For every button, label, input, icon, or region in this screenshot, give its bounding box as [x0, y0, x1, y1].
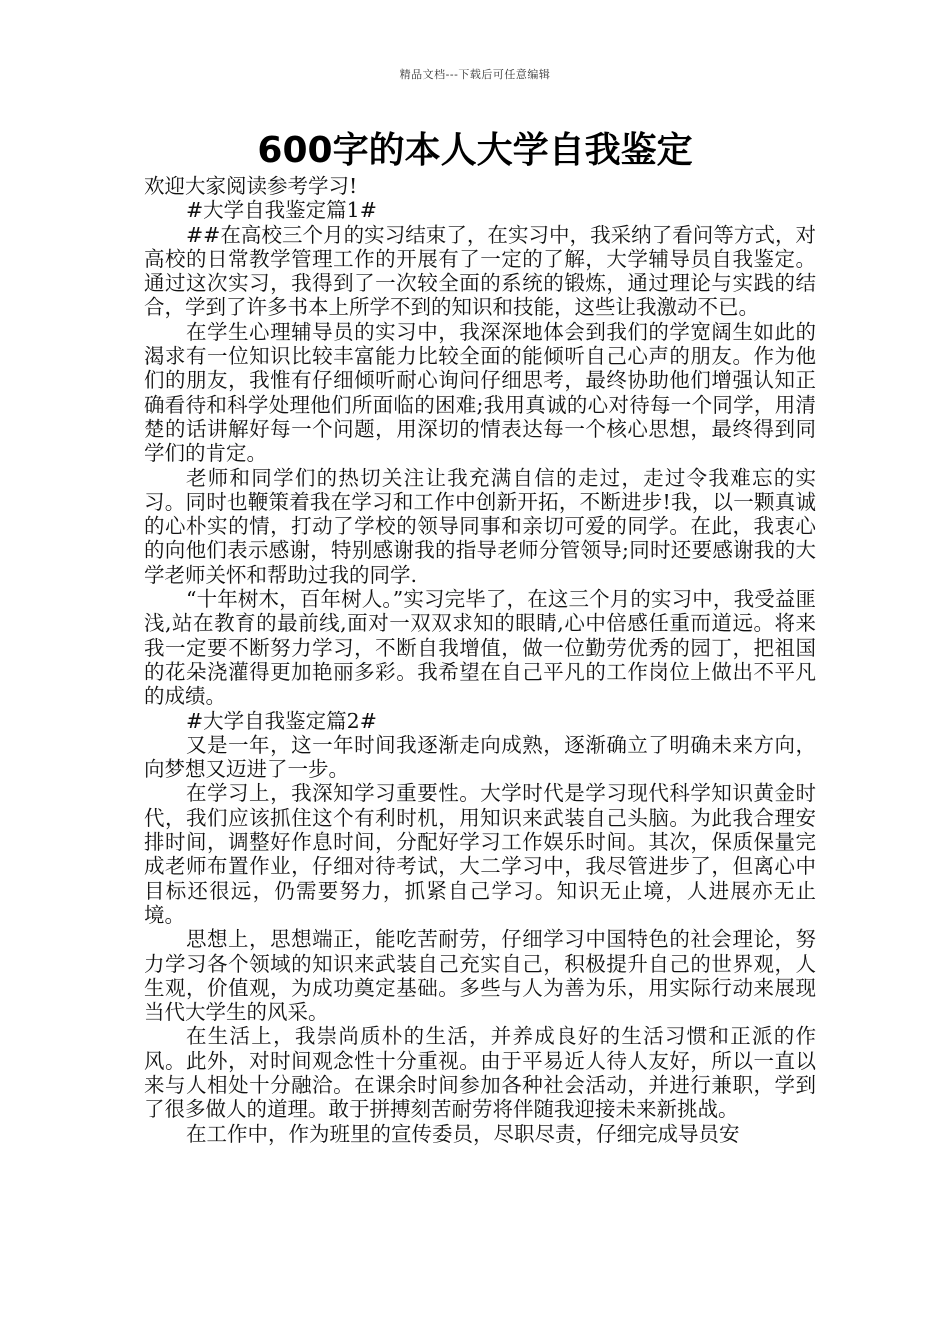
document-title: 600字的本人大学自我鉴定 [257, 130, 693, 171]
paragraph: 思想上，思想端正，能吃苦耐劳，仔细学习中国特色的社会理论，努力学习各个领域的知识来武装自己充实自己，积极提升自己的世界观，人生观，价值观，为成功奠定基础。多些与人为善为乐，用实际行动来展现当代大学生的风采。 [144, 927, 816, 1025]
section-heading-2: #大学自我鉴定篇2# [186, 708, 377, 733]
section-heading-1: #大学自我鉴定篇1# [186, 198, 377, 223]
paragraph: 老师和同学们的热切关注让我充满自信的走过，走过令我难忘的实习。同时也鞭策着我在学习和工作中创新开拓，不断进步!我，以一颗真诚的心朴实的情，打动了学校的领导同事和亲切可爱的同学。在此，我衷心的向他们表示感谢，特别感谢我的指导老师分管领导;同时还要感谢我的大学老师关怀和帮助过我的同学. [144, 465, 816, 587]
paragraph: 在工作中，作为班里的宣传委员，尽职尽责，仔细完成导员安 [186, 1121, 740, 1146]
paragraph: 又是一年，这一年时间我逐渐走向成熟，逐渐确立了明确未来方向，向梦想又迈进了一步。 [144, 732, 816, 782]
document-body [144, 174, 816, 1146]
intro-line: 欢迎大家阅读参考学习! [144, 174, 358, 198]
header-note: 精品文档---下载后可任意编辑 [399, 68, 551, 81]
paragraph: 在生活上，我崇尚质朴的生活，并养成良好的生活习惯和正派的作风。此外，对时间观念性十分重视。由于平易近人待人友好，所以一直以来与人相处十分融洽。在课余时间参加各种社会活动，并进行兼职，学到了很多做人的道理。敢于拼搏刻苦耐劳将伴随我迎接未来新挑战。 [144, 1024, 816, 1122]
paragraph: “十年树木，百年树人。”实习完毕了，在这三个月的实习中，我受益匪浅,站在教育的最前线,面对一双双求知的眼睛,心中倍感任重而道远。将来我一定要不断努力学习，不断自我增值，做一位勤劳优秀的园丁，把祖国的花朵浇灌得更加艳丽多彩。我希望在自己平凡的工作岗位上做出不平凡的成绩。 [144, 587, 816, 709]
paragraph: ##在高校三个月的实习结束了，在实习中，我采纳了看问等方式，对高校的日常教学管理工作的开展有了一定的了解，大学辅导员自我鉴定。通过这次实习，我得到了一次较全面的系统的锻炼，通过理论与实践的结合，学到了许多书本上所学不到的知识和技能，这些让我激动不已。 [144, 222, 816, 320]
paragraph: 在学生心理辅导员的实习中，我深深地体会到我们的学宽阔生如此的渴求有一位知识比较丰富能力比较全面的能倾听自己心声的朋友。作为他们的朋友，我惟有仔细倾听耐心询问仔细思考，最终协助他们增强认知正确看待和科学处理他们所面临的困难;我用真诚的心对待每一个同学，用清楚的话讲解好每一个问题，用深切的情表达每一个核心思想，最终得到同学们的肯定。 [144, 319, 816, 466]
paragraph: 在学习上，我深知学习重要性。大学时代是学习现代科学知识黄金时代，我们应该抓住这个有利时机，用知识来武装自己头脑。为此我合理安排时间，调整好作息时间，分配好学习工作娱乐时间。其次，保质保量完成老师布置作业，仔细对待考试，大二学习中，我尽管进步了，但离心中目标还很远，仍需要努力，抓紧自己学习。知识无止境，人进展亦无止境。 [144, 781, 816, 927]
